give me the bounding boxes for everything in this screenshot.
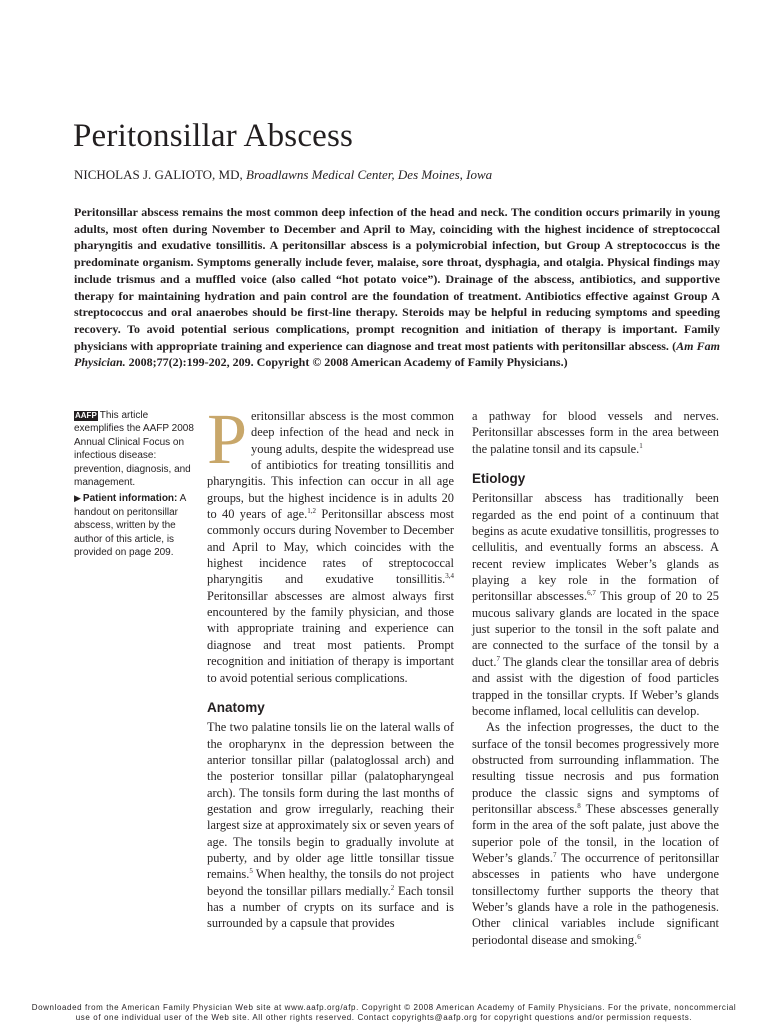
etiology-paragraph-2 — [472, 719, 719, 948]
etiology-text-b: This group of 20 to 25 mucous salivary glands are located in the space just superior to the tonsil in the soft palate and are connected to the surface of the tonsil by a duct. — [472, 589, 719, 669]
intro-text-c: Peritonsillar abscesses are almost always first encountered by the family physician, and those with appropriate training and experience can diagnose and treat most patients. Prompt recognition and initiation of therapy is important to avoid potential serious complications. — [207, 588, 454, 685]
footer-line-2: use of one individual user of the Web site. All other rights reserved. Contact copyrights@aafp.org for copyright questions and/or permission requests. — [75, 1013, 693, 1022]
patient-info-heading: Patient information: — [82, 493, 178, 505]
intro-paragraph — [207, 399, 454, 686]
anatomy-paragraph — [207, 719, 454, 931]
ref-superscript: 5 — [249, 867, 253, 876]
triangle-right-icon: ▶ — [74, 493, 81, 504]
ref-superscript: 8 — [577, 801, 581, 810]
ref-superscript: 7 — [552, 850, 557, 859]
etiology-text-f: The occurrence of peritonsillar abscesses in patients who have undergone tonsillectomy further supports the theory that Weber’s glands have a role in the pathogenesis. Other clinical variables include significant periodontal disease and smoking. — [472, 850, 720, 947]
patient-info-text: A handout on peritonsillar abscess, written by the author of this article, is provided on page 209. — [74, 493, 186, 559]
ref-superscript: 2 — [390, 883, 395, 892]
etiology-text-e: These abscesses generally form in the area of the soft palate, just above the superior pole of the tonsil, in the location of Weber’s glands. — [472, 801, 720, 865]
footer-line-1: Downloaded from the American Family Physician Web site at www.aafp.org/afp. Copyright © 2008 American Academy of Family Physicians. For the private, noncommercial — [31, 1003, 737, 1012]
intro-text-b: Peritonsillar abscess most commonly occurs during November to December and April to May, which coincides with the highest incidence rates of streptococcal pharyngitis and exudative tonsillitis. — [207, 507, 454, 587]
citation-journal: Am Fam Physician. — [74, 338, 720, 370]
acf-note — [74, 409, 196, 489]
sidebar-notes — [74, 409, 196, 562]
anatomy-heading: Anatomy — [207, 699, 265, 715]
anatomy-text-b: When healthy, the tonsils do not project beyond the tonsillar pillars medially. — [207, 867, 454, 898]
aafp-logo-icon: AAFP — [75, 411, 97, 420]
body-column-2 — [472, 408, 719, 948]
article-title: Peritonsillar Abscess — [73, 118, 354, 154]
anatomy-text: The two palatine tonsils lie on the lateral walls of the oropharynx in the depression between the anterior tonsillar pillar (palatoglossal arch) and the posterior tonsillar pillar (palatopharyngeal arch). The tonsils form during the last months of gestation and grow irregularly, reaching their largest size at approximately six or seven years of age. The tonsils begin to gradually involute at puberty, and by older age little tonsillar tissue remains. — [207, 720, 454, 882]
body-column-1 — [207, 399, 455, 932]
copyright-footer — [30, 1003, 738, 1023]
author-name: NICHOLAS J. GALIOTO, MD, — [74, 167, 243, 182]
abstract — [74, 204, 720, 371]
etiology-text-d: As the infection progresses, the duct to the surface of the tonsil becomes progressively more obstructed from surrounding inflammation. The resulting tissue necrosis and pus formation produce the classic signs and symptoms of peritonsillar abscess. — [472, 720, 719, 816]
etiology-paragraph-1 — [472, 490, 719, 719]
abstract-text: Peritonsillar abscess remains the most common deep infection of the head and neck. The condition occurs primarily in young adults, most often during November to December and April to May, coinciding with the highest incidence of streptococcal pharyngitis and exudative tonsillitis. A peritonsillar abscess is a polymicrobial infection, but Group A streptococcus is the predominate organism. Symptoms generally include fever, malaise, sore throat, dysphagia, and otalgia. Physical findings may include trismus and a muffled voice (also called “hot potato voice”). Drainage of the abscess, antibiotics, and supportive therapy for maintaining hydration and pain control are the foundation of treatment. Antibiotics effective against Group A streptococcus and oral anaerobes should be first-line therapy. Steroids may be helpful in reducing symptoms and speeding recovery. To avoid potential serious complications, prompt recognition and initiation of therapy is important. Family physicians with appropriate training and experience can diagnose and treat most patients with peritonsillar abscess. ( — [74, 205, 720, 353]
drop-cap: P — [207, 399, 248, 479]
byline — [74, 167, 492, 183]
ref-superscript: 7 — [496, 654, 500, 663]
etiology-text-a: Peritonsillar abscess has traditionally been regarded as the end point of a continuum that begins as acute exudative tonsillitis, progresses to cellulitis, and eventually forms an abscess. A recent review implicates Weber’s glands as playing a key role in the formation of peritonsillar abscesses. — [472, 491, 719, 604]
intro-text: eritonsillar abscess is the most common deep infection of the head and neck in young adults, despite the widespread use of antibiotics for treating tonsillitis and pharyngitis. This infection can occur in all age groups, but the highest incidence is in adults 20 to 40 years of age. — [207, 409, 454, 522]
ref-superscript: 6,7 — [587, 589, 596, 598]
etiology-heading: Etiology — [472, 471, 526, 487]
ref-superscript: 6 — [637, 932, 641, 941]
anatomy-cont-text: a pathway for blood vessels and nerves. Peritonsillar abscesses form in the area between the palatine tonsil and its capsule. — [472, 409, 719, 456]
acf-note-text: This article exemplifies the AAFP 2008 Annual Clinical Focus on infectious disease: prevention, diagnosis, and management. — [74, 410, 194, 489]
anatomy-continuation — [472, 408, 719, 457]
anatomy-text-c: Each tonsil has a number of crypts on its surface and is surrounded by a capsule that provides — [207, 883, 455, 931]
ref-superscript: 3,4 — [445, 572, 454, 581]
ref-superscript: 1 — [639, 441, 643, 450]
etiology-text-c: The glands clear the tonsillar area of debris and assist with the digestion of food particles trapped in the tonsillar crypts. If Weber’s glands become inflamed, local cellulitis can develop. — [472, 654, 719, 718]
patient-information — [74, 492, 196, 559]
author-affiliation: Broadlawns Medical Center, Des Moines, Iowa — [246, 167, 493, 182]
ref-superscript: 1,2 — [307, 506, 317, 515]
citation-details: 2008;77(2):199-202, 209. Copyright © 2008 American Academy of Family Physicians.) — [125, 355, 568, 370]
